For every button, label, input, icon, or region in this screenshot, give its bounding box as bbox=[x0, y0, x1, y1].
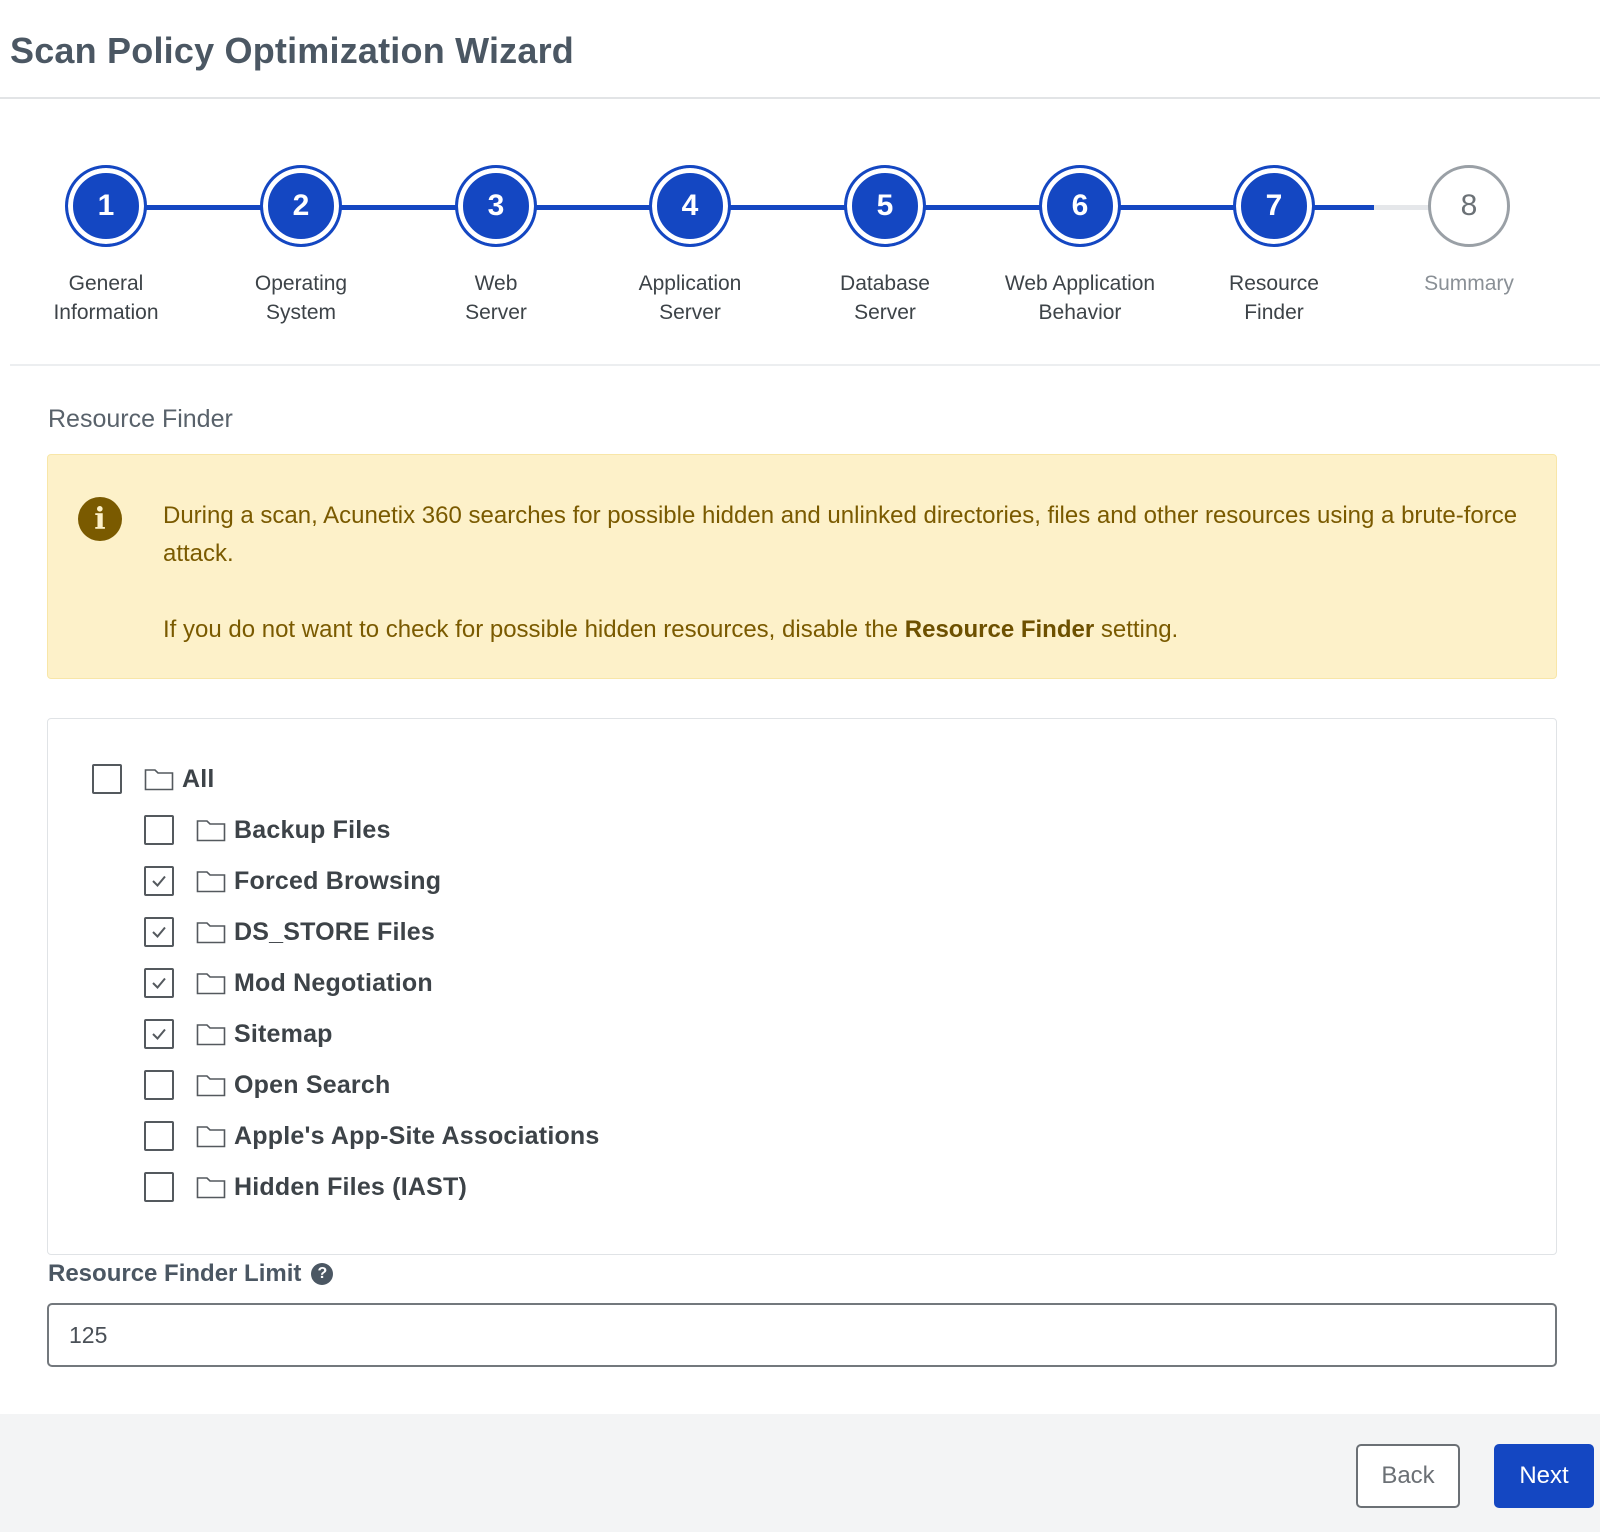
tree-label: DS_STORE Files bbox=[234, 917, 436, 946]
tree-row-mod-negotiation bbox=[144, 963, 433, 1003]
next-button[interactable]: Next bbox=[1494, 1444, 1594, 1508]
step-general-information[interactable] bbox=[16, 165, 196, 327]
page-title: Scan Policy Optimization Wizard bbox=[10, 30, 574, 71]
question-circle-icon[interactable]: ? bbox=[311, 1263, 333, 1285]
step-operating-system[interactable] bbox=[211, 165, 391, 327]
step-resource-finder[interactable] bbox=[1184, 165, 1364, 327]
step-number: 5 bbox=[844, 165, 926, 247]
check-icon bbox=[149, 871, 169, 891]
folder-icon bbox=[196, 1175, 226, 1199]
tree-row-hidden-files-iast bbox=[144, 1167, 467, 1207]
tree-label: Apple's App-Site Associations bbox=[234, 1121, 600, 1150]
tree-row-app-site-associations bbox=[144, 1116, 600, 1156]
check-icon bbox=[149, 1024, 169, 1044]
alert-line-1: During a scan, Acunetix 360 searches for possible hidden and unlinked directories, files and other resources using a brute-force attack. bbox=[163, 502, 1518, 567]
tree-label: Backup Files bbox=[234, 815, 391, 844]
folder-icon bbox=[196, 920, 226, 944]
tree-row-forced-browsing bbox=[144, 861, 441, 901]
step-label: Application Server bbox=[638, 272, 742, 324]
folder-icon bbox=[196, 818, 226, 842]
checkbox-forced-browsing[interactable] bbox=[144, 866, 174, 896]
checkbox-ds-store-files[interactable] bbox=[144, 917, 174, 947]
folder-icon bbox=[196, 971, 226, 995]
step-number: 4 bbox=[649, 165, 731, 247]
step-web-application-behavior[interactable] bbox=[990, 165, 1170, 327]
tree-row-ds-store-files bbox=[144, 912, 435, 952]
folder-icon bbox=[196, 1073, 226, 1097]
folder-icon bbox=[196, 1124, 226, 1148]
back-button[interactable]: Back bbox=[1356, 1444, 1460, 1508]
alert-emphasis: Resource Finder bbox=[904, 616, 1095, 643]
tree-label: Mod Negotiation bbox=[234, 968, 433, 997]
step-number: 7 bbox=[1233, 165, 1315, 247]
resource-finder-limit-label: Resource Finder Limit ? bbox=[48, 1260, 333, 1288]
section-divider bbox=[10, 364, 1600, 366]
check-icon bbox=[149, 973, 169, 993]
tree-row-all bbox=[92, 759, 215, 799]
tree-label: All bbox=[182, 764, 215, 793]
step-label: Operating System bbox=[254, 272, 348, 324]
step-label: Summary bbox=[1424, 272, 1514, 295]
step-number: 6 bbox=[1039, 165, 1121, 247]
folder-icon bbox=[196, 1022, 226, 1046]
step-label: Database Server bbox=[840, 272, 930, 324]
section-title: Resource Finder bbox=[48, 405, 233, 433]
step-number: 3 bbox=[455, 165, 537, 247]
tree-label: Open Search bbox=[234, 1070, 391, 1099]
step-web-server[interactable] bbox=[406, 165, 586, 327]
checkbox-app-site-associations[interactable] bbox=[144, 1121, 174, 1151]
wizard-stepper bbox=[0, 165, 1600, 335]
step-summary bbox=[1379, 165, 1559, 298]
tree-row-open-search bbox=[144, 1065, 390, 1105]
step-database-server[interactable] bbox=[795, 165, 975, 327]
step-label: Resource Finder bbox=[1229, 272, 1319, 324]
folder-icon bbox=[144, 767, 174, 791]
step-label: General Information bbox=[53, 272, 159, 324]
checkbox-mod-negotiation[interactable] bbox=[144, 968, 174, 998]
resource-tree bbox=[47, 718, 1557, 1255]
check-icon bbox=[149, 922, 169, 942]
checkbox-open-search[interactable] bbox=[144, 1070, 174, 1100]
resource-finder-limit-input[interactable] bbox=[47, 1303, 1557, 1367]
tree-label: Sitemap bbox=[234, 1019, 333, 1048]
step-number: 1 bbox=[65, 165, 147, 247]
info-icon: i bbox=[78, 497, 122, 541]
alert-line-2: If you do not want to check for possible hidden resources, disable the Resource Finder setting. bbox=[163, 616, 1179, 643]
checkbox-all[interactable] bbox=[92, 764, 122, 794]
title-divider bbox=[0, 97, 1600, 99]
checkbox-hidden-files-iast[interactable] bbox=[144, 1172, 174, 1202]
tree-label: Forced Browsing bbox=[234, 866, 442, 895]
folder-icon bbox=[196, 869, 226, 893]
tree-row-sitemap bbox=[144, 1014, 333, 1054]
step-label: Web Application Behavior bbox=[1004, 272, 1156, 324]
alert-text bbox=[163, 497, 1533, 649]
checkbox-backup-files[interactable] bbox=[144, 815, 174, 845]
tree-row-backup-files bbox=[144, 810, 391, 850]
tree-label: Hidden Files (IAST) bbox=[234, 1172, 467, 1201]
step-label: Web Server bbox=[465, 272, 527, 324]
checkbox-sitemap[interactable] bbox=[144, 1019, 174, 1049]
step-application-server[interactable] bbox=[600, 165, 780, 327]
info-alert bbox=[47, 454, 1557, 679]
step-number: 2 bbox=[260, 165, 342, 247]
step-number: 8 bbox=[1428, 165, 1510, 247]
wizard-footer bbox=[0, 1414, 1600, 1532]
